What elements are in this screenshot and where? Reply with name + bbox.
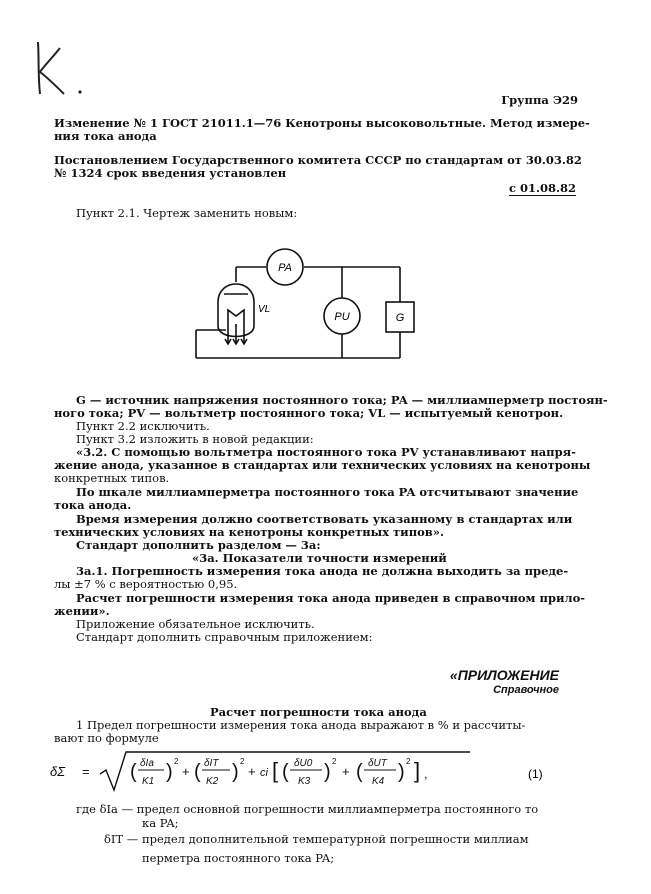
- formula-term4-num: δUT: [368, 758, 387, 769]
- calc-reference-line1: Расчет погрешности измерения тока анода приведен в справочном прило-: [76, 591, 586, 605]
- formula-term3-num: δU0: [294, 758, 313, 769]
- decree-line2: № 1324 срок введения установлен: [54, 166, 287, 180]
- group-label: Группа Э29: [501, 93, 578, 107]
- definition-1-line1: где δIa — предел основной погрешности миллиамперметра постоянного то: [76, 802, 539, 816]
- definition-2-line2: перметра постоянного тока PA;: [142, 851, 335, 865]
- formula-paren: (: [130, 761, 137, 783]
- clause-3-2-line3: конкретных типов.: [54, 471, 170, 485]
- formula-term3-den: K3: [298, 776, 311, 787]
- pa-label: PA: [278, 262, 292, 274]
- formula-term2-num: δIT: [204, 758, 219, 769]
- clause-3-2-line6: Время измерения должно соответствовать указанному в стандартах или: [76, 512, 573, 526]
- formula-term4-den: K4: [372, 776, 385, 787]
- vl-label: VL: [258, 304, 271, 315]
- pu-label: PU: [334, 311, 350, 323]
- clause-3-2-line7: технических условиях на кенотроны конкретных типов».: [54, 525, 444, 539]
- formula-1: [40, 748, 610, 794]
- svg-text:+: +: [182, 764, 190, 779]
- calc-reference-line2: жении».: [54, 604, 110, 618]
- handwritten-mark: [30, 38, 90, 100]
- formula-term1-num: δIa: [140, 758, 154, 769]
- decree-line1: Постановлением Государственного комитета СССР по стандартам от 30.03.82: [54, 153, 582, 167]
- formula-bracket: [: [272, 758, 279, 783]
- svg-text:,: ,: [424, 766, 428, 781]
- formula-coef: ci: [260, 767, 268, 779]
- svg-text:(: (: [282, 761, 289, 783]
- g-label: G: [395, 312, 405, 324]
- svg-text:): ): [232, 761, 239, 783]
- clause-3-2-intro: Пункт 3.2 изложить в новой редакции:: [76, 432, 314, 446]
- svg-text:2: 2: [174, 757, 179, 766]
- svg-text:+: +: [342, 764, 350, 779]
- clause-3-2-line5: тока анода.: [54, 498, 132, 512]
- appendix-title: Расчет погрешности тока анода: [210, 705, 427, 719]
- add-appendix: Стандарт дополнить справочным приложением:: [76, 630, 373, 644]
- definition-1-line2: ка PA;: [142, 816, 179, 830]
- appendix-subheading: Справочное: [493, 684, 559, 696]
- svg-text:(: (: [356, 761, 363, 783]
- svg-text:(: (: [194, 761, 201, 783]
- clause-3-2-line4: По шкале миллиамперметра постоянного тока PA отсчитывают значение: [76, 485, 579, 499]
- svg-text:]: ]: [414, 758, 421, 783]
- appendix-exclusion: Приложение обязательное исключить.: [76, 617, 315, 631]
- formula-equals: =: [82, 764, 90, 779]
- svg-text:2: 2: [406, 757, 411, 766]
- clause-2-2: Пункт 2.2 исключить.: [76, 419, 210, 433]
- legend-line1: G — источник напряжения постоянного тока; PA — миллиамперметр постоян-: [76, 393, 608, 407]
- formula-delta-sum: δΣ: [50, 764, 66, 779]
- clause-2-1: Пункт 2.1. Чертеж заменить новым:: [76, 206, 298, 220]
- clause-3a1-line2: лы ±7 % с вероятностью 0,95.: [54, 577, 238, 591]
- formula-term1-den: K1: [142, 776, 155, 787]
- circuit-diagram: [180, 240, 440, 365]
- legend-line2: ного тока; PV — вольтметр постоянного тока; VL — испытуемый кенотрон.: [54, 406, 564, 420]
- clause-3-2-line1: «3.2. С помощью вольтметра постоянного тока PV устанавливают напря-: [76, 445, 576, 459]
- clause-3a1-line1: 3а.1. Погрешность измерения тока анода не должна выходить за преде-: [76, 564, 569, 578]
- effective-date: с 01.08.82: [508, 181, 576, 195]
- definition-2-line1: δIT — предел дополнительной температурной погрешности миллиам: [104, 832, 529, 846]
- appendix-p1-line1: 1 Предел погрешности измерения тока анода выражают в % и рассчиты-: [76, 718, 526, 732]
- amendment-title-line2: ния тока анода: [54, 129, 157, 143]
- svg-text:): ): [398, 761, 405, 783]
- svg-text:+: +: [248, 764, 256, 779]
- formula-number: (1): [528, 767, 543, 781]
- add-section-3a: Стандарт дополнить разделом — 3а:: [76, 538, 321, 552]
- svg-text:2: 2: [240, 757, 245, 766]
- appendix-heading: «ПРИЛОЖЕНИЕ: [449, 667, 559, 683]
- section-3a-title: «3а. Показатели точности измерений: [192, 551, 447, 565]
- svg-text:2: 2: [332, 757, 337, 766]
- svg-text:): ): [324, 761, 331, 783]
- svg-text:): ): [166, 761, 173, 783]
- tube-filament: [228, 310, 244, 320]
- amendment-title-line1: Изменение № 1 ГОСТ 21011.1—76 Кенотроны высоковольтные. Метод измере-: [54, 116, 590, 130]
- appendix-p1-line2: вают по формуле: [54, 731, 159, 745]
- clause-3-2-line2: жение анода, указанное в стандартах или технических условиях на кенотроны: [54, 458, 591, 472]
- formula-term2-den: K2: [206, 776, 219, 787]
